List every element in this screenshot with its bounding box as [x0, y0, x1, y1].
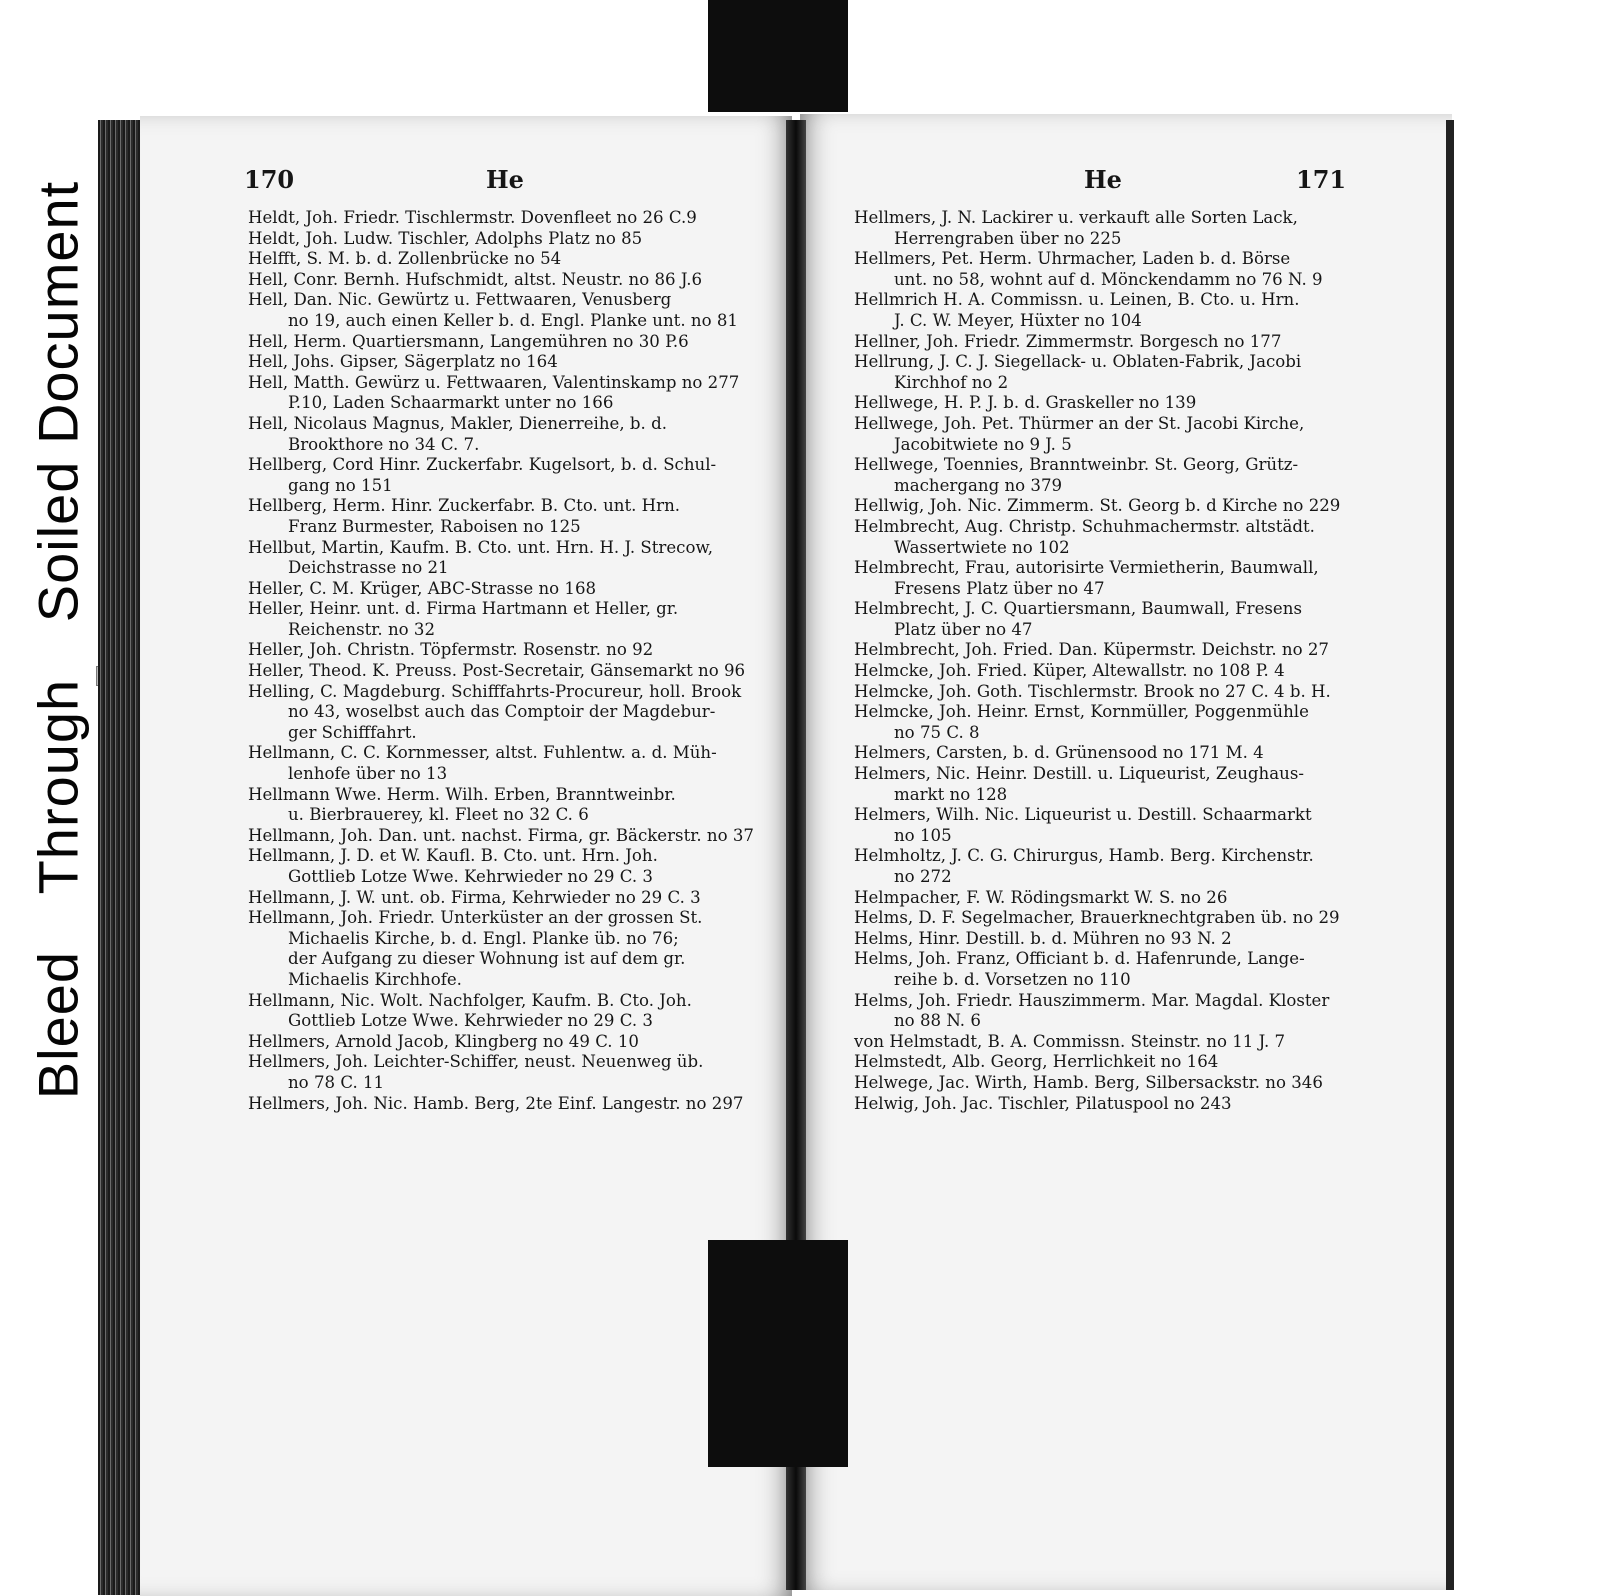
directory-entry — [854, 846, 1374, 887]
directory-entry — [248, 743, 758, 784]
directory-entry — [854, 352, 1374, 393]
entry-continuation-line: Platz über no 47 — [894, 619, 1033, 639]
entry-line: Heller, Theod. K. Preuss. Post-Secretair, Gänsemarkt no 96 — [248, 661, 746, 681]
directory-entry — [248, 249, 758, 270]
entry-continuation-line: markt no 128 — [894, 784, 1008, 804]
directory-entry — [854, 1094, 1374, 1115]
entry-line: Hellmann, Nic. Wolt. Nachfolger, Kaufm. B. Cto. Joh. — [248, 990, 692, 1010]
directory-entry — [248, 1032, 758, 1053]
directory-entry — [248, 640, 758, 661]
entry-line: Hell, Dan. Nic. Gewürtz u. Fettwaaren, Venusberg — [248, 290, 672, 310]
entry-line: Helmcke, Joh. Fried. Küper, Altewallstr. no 108 P. 4 — [854, 661, 1285, 681]
entry-line: Hell, Nicolaus Magnus, Makler, Dienerreihe, b. d. — [248, 413, 667, 433]
entry-continuation-line: Michaelis Kirchhofe. — [288, 969, 462, 989]
directory-entry — [854, 888, 1374, 909]
left-page-number: 170 — [244, 165, 295, 194]
entry-continuation-line: lenhofe über no 13 — [288, 764, 448, 784]
entry-line: Heldt, Joh. Ludw. Tischler, Adolphs Platz no 85 — [248, 228, 643, 248]
entry-line: Hellwege, Toennies, Branntweinbr. St. Georg, Grütz- — [854, 455, 1299, 475]
directory-entry — [248, 599, 758, 640]
directory-entry — [248, 229, 758, 250]
directory-entry — [248, 1052, 758, 1093]
directory-entry — [248, 455, 758, 496]
directory-entry — [854, 249, 1374, 290]
directory-entry — [248, 332, 758, 353]
entry-continuation-line: ger Schifffahrt. — [288, 722, 417, 742]
entry-continuation-line: machergang no 379 — [894, 475, 1063, 495]
entry-line: Helmcke, Joh. Heinr. Ernst, Kornmüller, Poggenmühle — [854, 702, 1309, 722]
entry-line: Hellmers, Joh. Leichter-Schiffer, neust. Neuenweg üb. — [248, 1052, 704, 1072]
directory-entry — [854, 455, 1374, 496]
entry-line: Helmbrecht, Frau, autorisirte Vermietherin, Baumwall, — [854, 558, 1319, 578]
directory-entry — [854, 702, 1374, 743]
entry-line: Hellmers, Arnold Jacob, Klingberg no 49 C. 10 — [248, 1031, 639, 1051]
directory-entry — [248, 661, 758, 682]
entry-line: Helling, C. Magdeburg. Schifffahrts-Procureur, holl. Brook — [248, 681, 742, 701]
entry-line: Hellmann, J. D. et W. Kaufl. B. Cto. unt. Hrn. Joh. — [248, 846, 658, 866]
directory-entry — [854, 991, 1374, 1032]
entry-continuation-line: Reichenstr. no 32 — [288, 619, 436, 639]
entry-line: Hellwege, H. P. J. b. d. Graskeller no 139 — [854, 393, 1197, 413]
entry-line: Hellberg, Herm. Hinr. Zuckerfabr. B. Cto. unt. Hrn. — [248, 496, 681, 516]
directory-entry — [854, 1032, 1374, 1053]
entry-line: Helmers, Nic. Heinr. Destill. u. Liqueurist, Zeughaus- — [854, 764, 1304, 784]
left-page-entries — [248, 208, 758, 1114]
directory-entry — [248, 908, 758, 990]
entry-continuation-line: Jacobitwiete no 9 J. 5 — [894, 434, 1072, 454]
condition-label — [26, 161, 91, 1119]
directory-entry — [248, 846, 758, 887]
entry-line: Hellmrich H. A. Commissn. u. Leinen, B. Cto. u. Hrn. — [854, 290, 1300, 310]
directory-entry — [854, 393, 1374, 414]
directory-entry — [854, 558, 1374, 599]
directory-entry — [854, 208, 1374, 249]
directory-entry — [854, 682, 1374, 703]
directory-entry — [854, 290, 1374, 331]
entry-line: Helmcke, Joh. Goth. Tischlermstr. Brook no 27 C. 4 b. H. — [854, 681, 1331, 701]
entry-line: Hellmann, Joh. Friedr. Unterküster an der grossen St. — [248, 908, 703, 928]
left-page-header: He — [486, 165, 524, 194]
entry-line: Heller, C. M. Krüger, ABC-Strasse no 168 — [248, 578, 597, 598]
directory-entry — [248, 579, 758, 600]
entry-continuation-line: Fresens Platz über no 47 — [894, 578, 1105, 598]
entry-line: Helms, Hinr. Destill. b. d. Mühren no 93 N. 2 — [854, 928, 1232, 948]
right-page-entries — [854, 208, 1374, 1114]
entry-line: von Helmstadt, B. A. Commissn. Steinstr. no 11 J. 7 — [854, 1031, 1286, 1051]
directory-entry — [248, 826, 758, 847]
directory-entry — [854, 661, 1374, 682]
entry-continuation-line: Deichstrasse no 21 — [288, 558, 449, 578]
label-word-soiled: Soiled Document — [26, 180, 90, 623]
entry-line: Helfft, S. M. b. d. Zollenbrücke no 54 — [248, 249, 562, 269]
directory-entry — [854, 496, 1374, 517]
entry-line: Hellberg, Cord Hinr. Zuckerfabr. Kugelsort, b. d. Schul- — [248, 455, 717, 475]
directory-entry — [248, 352, 758, 373]
entry-continuation-line: no 19, auch einen Keller b. d. Engl. Planke unt. no 81 — [288, 310, 738, 330]
directory-entry — [248, 785, 758, 826]
entry-continuation-line: gang no 151 — [288, 475, 393, 495]
entry-line: Hell, Conr. Bernh. Hufschmidt, altst. Neustr. no 86 J.6 — [248, 269, 703, 289]
directory-entry — [248, 991, 758, 1032]
entry-line: Hell, Matth. Gewürz u. Fettwaaren, Valentinskamp no 277 — [248, 372, 740, 392]
entry-continuation-line: J. C. W. Meyer, Hüxter no 104 — [894, 310, 1142, 330]
entry-line: Heldt, Joh. Friedr. Tischlermstr. Dovenfleet no 26 C.9 — [248, 208, 697, 227]
directory-entry — [248, 270, 758, 291]
entry-continuation-line: reihe b. d. Vorsetzen no 110 — [894, 969, 1131, 989]
entry-continuation-line: der Aufgang zu dieser Wohnung ist auf dem gr. — [288, 949, 686, 969]
entry-continuation-line: Michaelis Kirche, b. d. Engl. Planke üb. no 76; — [288, 928, 679, 948]
directory-entry — [248, 682, 758, 744]
directory-entry — [854, 743, 1374, 764]
entry-line: Helmbrecht, Joh. Fried. Dan. Küpermstr. Deichstr. no 27 — [854, 640, 1329, 660]
entry-line: Hell, Herm. Quartiersmann, Langemühren no 30 P.6 — [248, 331, 689, 351]
entry-line: Hellbut, Martin, Kaufm. B. Cto. unt. Hrn. H. J. Strecow, — [248, 537, 713, 557]
entry-line: Helmholtz, J. C. G. Chirurgus, Hamb. Berg. Kirchenstr. — [854, 846, 1314, 866]
entry-line: Hellmann, Joh. Dan. unt. nachst. Firma, gr. Bäckerstr. no 37 — [248, 825, 754, 845]
directory-entry — [854, 1073, 1374, 1094]
entry-continuation-line: Herrengraben über no 225 — [894, 228, 1122, 248]
directory-entry — [248, 414, 758, 455]
directory-entry — [854, 805, 1374, 846]
directory-entry — [854, 764, 1374, 805]
directory-entry — [854, 640, 1374, 661]
entry-line: Hell, Johs. Gipser, Sägerplatz no 164 — [248, 352, 558, 372]
bookmark-ribbon-lower — [708, 1240, 848, 1467]
entry-continuation-line: Brookthore no 34 C. 7. — [288, 434, 480, 454]
directory-entry — [854, 929, 1374, 950]
entry-line: Helmers, Wilh. Nic. Liqueurist u. Destill. Schaarmarkt — [854, 805, 1312, 825]
entry-continuation-line: Wassertwiete no 102 — [894, 537, 1070, 557]
entry-continuation-line: P.10, Laden Schaarmarkt unter no 166 — [288, 393, 614, 413]
entry-continuation-line: no 105 — [894, 825, 952, 845]
entry-continuation-line: Gottlieb Lotze Wwe. Kehrwieder no 29 C. 3 — [288, 1011, 653, 1031]
entry-continuation-line: unt. no 58, wohnt auf d. Mönckendamm no 76 N. 9 — [894, 269, 1323, 289]
entry-line: Hellrung, J. C. J. Siegellack- u. Oblaten-Fabrik, Jacobi — [854, 352, 1302, 372]
directory-entry — [854, 599, 1374, 640]
directory-entry — [248, 496, 758, 537]
entry-line: Hellmers, Pet. Herm. Uhrmacher, Laden b. d. Börse — [854, 249, 1291, 269]
entry-line: Helmbrecht, Aug. Christp. Schuhmachermstr. altstädt. — [854, 516, 1315, 536]
directory-entry — [854, 908, 1374, 929]
entry-line: Hellmann, C. C. Kornmesser, altst. Fuhlentw. a. d. Müh- — [248, 743, 717, 763]
entry-line: Helms, Joh. Friedr. Hauszimmerm. Mar. Magdal. Kloster — [854, 990, 1330, 1010]
entry-continuation-line: no 43, woselbst auch das Comptoir der Magdebur- — [288, 702, 716, 722]
right-page-number: 171 — [1296, 165, 1347, 194]
entry-continuation-line: u. Bierbrauerey, kl. Fleet no 32 C. 6 — [288, 805, 589, 825]
entry-line: Helmstedt, Alb. Georg, Herrlichkeit no 164 — [854, 1052, 1219, 1072]
directory-entry — [248, 208, 758, 229]
entry-line: Helmbrecht, J. C. Quartiersmann, Baumwall, Fresens — [854, 599, 1302, 619]
entry-line: Heller, Joh. Christn. Töpfermstr. Rosenstr. no 92 — [248, 640, 654, 660]
entry-continuation-line: Kirchhof no 2 — [894, 372, 1009, 392]
entry-line: Helwege, Jac. Wirth, Hamb. Berg, Silbersackstr. no 346 — [854, 1072, 1323, 1092]
entry-line: Hellwig, Joh. Nic. Zimmerm. St. Georg b. d Kirche no 229 — [854, 496, 1341, 516]
entry-line: Helms, Joh. Franz, Officiant b. d. Hafenrunde, Lange- — [854, 949, 1305, 969]
entry-line: Hellmers, J. N. Lackirer u. verkauft alle Sorten Lack, — [854, 208, 1298, 227]
entry-continuation-line: no 88 N. 6 — [894, 1011, 981, 1031]
label-word-bleed: Bleed — [26, 950, 90, 1100]
entry-continuation-line: no 75 C. 8 — [894, 722, 980, 742]
directory-entry — [248, 888, 758, 909]
entry-continuation-line: no 272 — [894, 867, 952, 886]
entry-continuation-line: Gottlieb Lotze Wwe. Kehrwieder no 29 C. 3 — [288, 867, 653, 886]
entry-line: Heller, Heinr. unt. d. Firma Hartmann et Heller, gr. — [248, 599, 679, 619]
entry-line: Helmpacher, F. W. Rödingsmarkt W. S. no 26 — [854, 887, 1228, 907]
directory-entry — [854, 414, 1374, 455]
directory-entry — [854, 517, 1374, 558]
right-page-header: He — [1084, 165, 1122, 194]
entry-continuation-line: no 78 C. 11 — [288, 1072, 385, 1092]
directory-entry — [248, 373, 758, 414]
directory-entry — [854, 332, 1374, 353]
directory-entry — [248, 290, 758, 331]
directory-entry — [248, 538, 758, 579]
label-word-through: Through — [26, 678, 90, 895]
entry-line: Hellmann Wwe. Herm. Wilh. Erben, Branntweinbr. — [248, 784, 676, 804]
directory-entry — [854, 1052, 1374, 1073]
entry-line: Hellwege, Joh. Pet. Thürmer an der St. Jacobi Kirche, — [854, 413, 1305, 433]
bookmark-ribbon-top — [708, 0, 848, 112]
entry-line: Helms, D. F. Segelmacher, Brauerknechtgraben üb. no 29 — [854, 908, 1340, 928]
right-page-edge — [1446, 120, 1454, 1590]
entry-line: Hellmers, Joh. Nic. Hamb. Berg, 2te Einf. Langestr. no 297 — [248, 1093, 744, 1113]
entry-line: Hellmann, J. W. unt. ob. Firma, Kehrwieder no 29 C. 3 — [248, 887, 701, 907]
directory-entry — [248, 1094, 758, 1115]
entry-continuation-line: Franz Burmester, Raboisen no 125 — [288, 516, 581, 536]
entry-line: Hellner, Joh. Friedr. Zimmermstr. Borgesch no 177 — [854, 331, 1282, 351]
entry-line: Helmers, Carsten, b. d. Grünensood no 171 M. 4 — [854, 743, 1264, 763]
directory-entry — [854, 949, 1374, 990]
entry-line: Helwig, Joh. Jac. Tischler, Pilatuspool no 243 — [854, 1093, 1232, 1113]
